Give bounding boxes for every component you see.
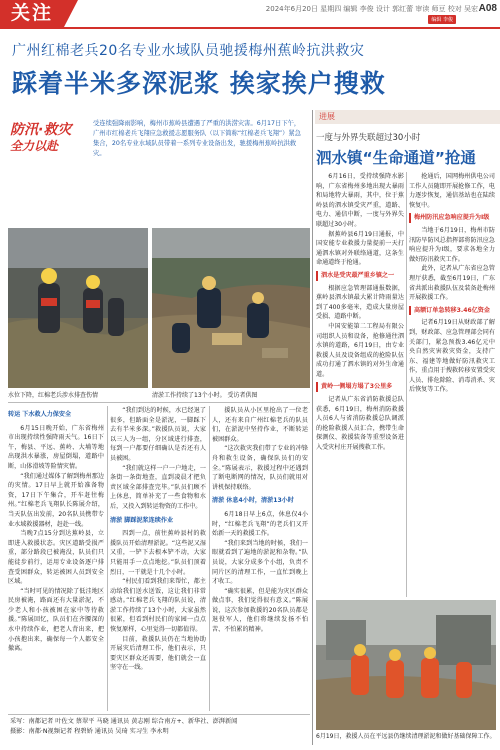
paragraph: “村民们看到我们来帮忙，都主动给我们送水送饭，这让我们非常感动。”红棉老兵飞翔的队员说，清淤工作持续了13个小时，大家虽然很累，但看到村民们的家园一点点恢复原样，心里觉得一切都值得。 [110,578,206,634]
paragraph: “这次救灾我们带了专业的冲锋舟和救生设备，确保队员们的安全。”陈展表示，救援过程中还遇到了断电断网的情况，队员们就用对讲机保持联络。 [212,445,308,491]
edition-info: 2024年6月20日 星期四 编辑 李俊 设计 郭红蕾 审读 师豆 校对 吴宏 [265,5,478,13]
paragraph: 援队员从小区里抢出了一位老人，还有来自广州红棉老兵的队员们，在淤泥中坚持作业，不断转运被困群众。 [212,407,308,443]
paragraph: 目前，救援队员仍在当地协助开展灾后清理工作，他们表示，只要灾区群众还需要，他们就会一直坚守在一线。 [110,635,206,672]
right-section-1: 泗水是受灾最严重乡镇之一 [316,271,404,281]
paragraph: 记者6月19日从财政部了解到，财政部、应急管理部会同有关部门，紧急预拨3.46亿元中央自然灾害救灾资金，支持广东、福建等地做好防汛救灾工作，重点用于搜救转移安置受灾人员、排危除险、消毒消杀、灾后恢复等工作。 [409,319,495,394]
page-number: A08 [478,3,497,14]
paragraph: 6月16日，受持续强降水影响，广东省梅州多地出现大暴雨和局地特大暴雨，其中，位于蕉岭县的泗水镇受灾严重，道路、电力、通信中断，一度与外界失联超过30小时。 [316,173,404,228]
progress-tab: 进展 [315,110,500,124]
paragraph: 记者从广东省消防救援总队获悉，6月19日，梅州消防救援人员6人与省消防救援总队调派的抢险救援人员汇合，携带生命探测仪、救援装备等重型设备进入受灾村庄开展搜救工作。 [316,396,404,452]
paragraph: 6月15日晚开始，广东省梅州市出现持续性强降雨天气。16日下午，梅县、平远、蕉岭、大埔等地出现洪水暴涨，房屋倒塌，道路中断，山体滑坡等险情灾情。 [8,424,104,470]
right-column-b [409,172,495,597]
paragraph: 当晚7点15分到达蕉岭县，立即进入救援状态。灾区道路受损严重，部分路段已被淹没，队员们只能徒步前行，运用专业设备逐户排查受困群众，转运被困人员到安全区域。 [8,530,104,586]
paragraph: 四到一点，前往蕉岭县村的救援队员开始清理淤泥。“这些泥又湿又重，一铲下去根本铲不动，大家只能用手一点点地挖。”队员们顶着烈日，一干就是十几个小时。 [110,530,206,576]
photo-divider [8,402,310,403]
paragraph: “我们来到当地的时候，我们一眼就看到了遍地的淤泥和杂物。”队员说，大家分成多个小组，负责不同片区的清理工作，一直忙到晚上才收工。 [212,539,308,586]
paragraph: 6月18日早上6点，休息仅4小时，“红棉老兵飞翔”的老兵们又开始新一天的救援工作。 [212,510,308,538]
paragraph: “我们就这样一户一户地走，一条街一条街地查，直到凌晨才把负责区域全部排查完毕。”队员们顾不上休息，简单补充了一些食物和水后，又投入到转运物资的工作中。 [110,464,206,510]
column-divider [406,172,407,597]
article-headline: 踩着半米多深泥浆 挨家挨户搜救 [12,69,386,98]
paragraph: “我们通过媒体了解到梅州那边的灾情。17日早上就开始准备物资，17日下午集合，开车赶往梅州。”红棉老兵飞翔队长陈展介绍，当天队伍出发前，20名队员携带专业水域救援器材，赶赴一线。 [8,472,104,528]
section-tag: 关注 [0,0,64,27]
paragraph: “我们到达的时候，水已经退了很多，但路面全是淤泥，一脚踩下去有半米多深。”救援队员说，大家以三人为一组，分区域进行排查，每到一户都要仔细确认是否还有人员被困。 [110,407,206,462]
paragraph: “当时可见的情况除了低洼地区民房被淹，路面还有大量淤泥，不少老人和小孩被困在家中等待救援。”陈展回忆，队员们在齐腰深的水中持续作业，把老人背出来，把小孩抱出来，确保每一个人都安全撤离。 [8,587,104,653]
paragraph: 抢通后，国网梅州供电公司工作人员随即开展抢修工作，电力逐步恢复，通信基站也在陆续恢复中。 [409,173,495,209]
column-divider [107,406,108,711]
paragraph: 据蕉岭县6月19日通报，中国安能专业救援力量提前一天打通泗水镇对外联络通道，这条生命通道终于抢通。 [316,230,404,267]
main-divider [312,110,313,745]
article-lead: 受连续强降雨影响，梅州市蕉岭县遭遇了严重的洪涝灾害。6月17日下午，广州市红棉老兵飞翔应急救援志愿服务队（以下简称“红棉老兵飞翔”）紧急集合，20名专业水域队员带着一系列专业设备出发，驰援梅州蕉岭抗洪救灾。 [93,120,302,157]
section-heading-1: 转运 下水救人力保安全 [8,411,72,418]
body-column-2 [110,406,206,714]
right-section-4: 高额订单急转移3.46亿资金 [409,306,495,316]
section-heading-2: 清淤 脚踩泥浆连续作业 [110,516,174,524]
paragraph: 中国安能第二工程局有限公司组织人员和设备，抢修通往泗水镇的道路，6月19日，由专业救援人员及设备组成的抢险队伍成功打通了泗水镇的对外生命通道。 [316,322,404,378]
logo-line-2: 全力以赴 [10,139,59,153]
credits-rule [8,714,310,715]
photo-rescue-wading [8,228,148,388]
credits-photographers: 摄影：南都·N视频记者 程碧娇 通讯员 吴琦 实习生 李永明 [10,728,169,735]
right-subhead: 一度与外界失联超过30小时 [316,133,421,143]
credits-writers: 采写：南都记者 叶佐文 蔡翠平 马晓 通讯员 黄志刚 综合南方+、新华社、澎湃新闻 [10,718,238,725]
body-column-3 [212,406,308,714]
photo-caption-right: 清淤工作持续了13个小时。 受访者供图 [152,392,258,399]
editor-chip: 编辑 李俊 [428,15,456,24]
paragraph: 当地于6月19日，梅州市防汛防旱防风总指挥部将防汛应急响应提升为Ⅰ级，要求各地全力做好防汛救灾工作。 [409,226,495,263]
right-column-a [316,172,404,597]
article-credits [10,717,310,737]
right-section-2: 黄岭一侧塌方塌了3公里多 [316,382,404,392]
right-headline: 泗水镇“生命通道”抢通 [316,149,476,167]
section-tag-slant [64,0,78,27]
photo-caption-bottom: 6月19日，救援人员在平远县仍继续清理淤泥和做好基础保障工作。 [316,733,496,740]
page-header [0,0,500,27]
logo-line-1: 防汛·救灾 [10,122,72,138]
photo-mud-clearing [152,228,310,388]
article-subhead: 广州红棉老兵20名专业水域队员驰援梅州蕉岭抗洪救灾 [12,43,365,59]
photo-caption-left: 水位下降，红棉老兵涉水排查伤情 [8,392,99,399]
paragraph: 根据应急管理部通报数据，蕉岭县泗水镇最大累计降雨量达到了400多毫米，造成大量房屋受损、道路中断。 [316,284,404,321]
campaign-logo [10,122,90,156]
header-rule [0,27,500,29]
paragraph: “确实很累，但是能为灾区群众做点事，我们觉得很有意义。”陈展说，这次参加救援的20名队员都是退役军人，他们将继续发扬不怕苦、不怕累的精神。 [212,587,308,634]
body-column-1 [8,406,104,714]
section-heading-3: 清淤 休息4小时，清淤13小时 [212,497,294,505]
photo-rescue-team [316,600,496,730]
right-section-3: 梅州防汛应急响应提升为Ⅰ级 [409,213,495,223]
paragraph: 此外，记者从广东省应急管理厅获悉，截至6月19日，广东省共派出救援队伍及装备赴梅州开展救援工作。 [409,265,495,302]
column-divider [209,406,210,711]
